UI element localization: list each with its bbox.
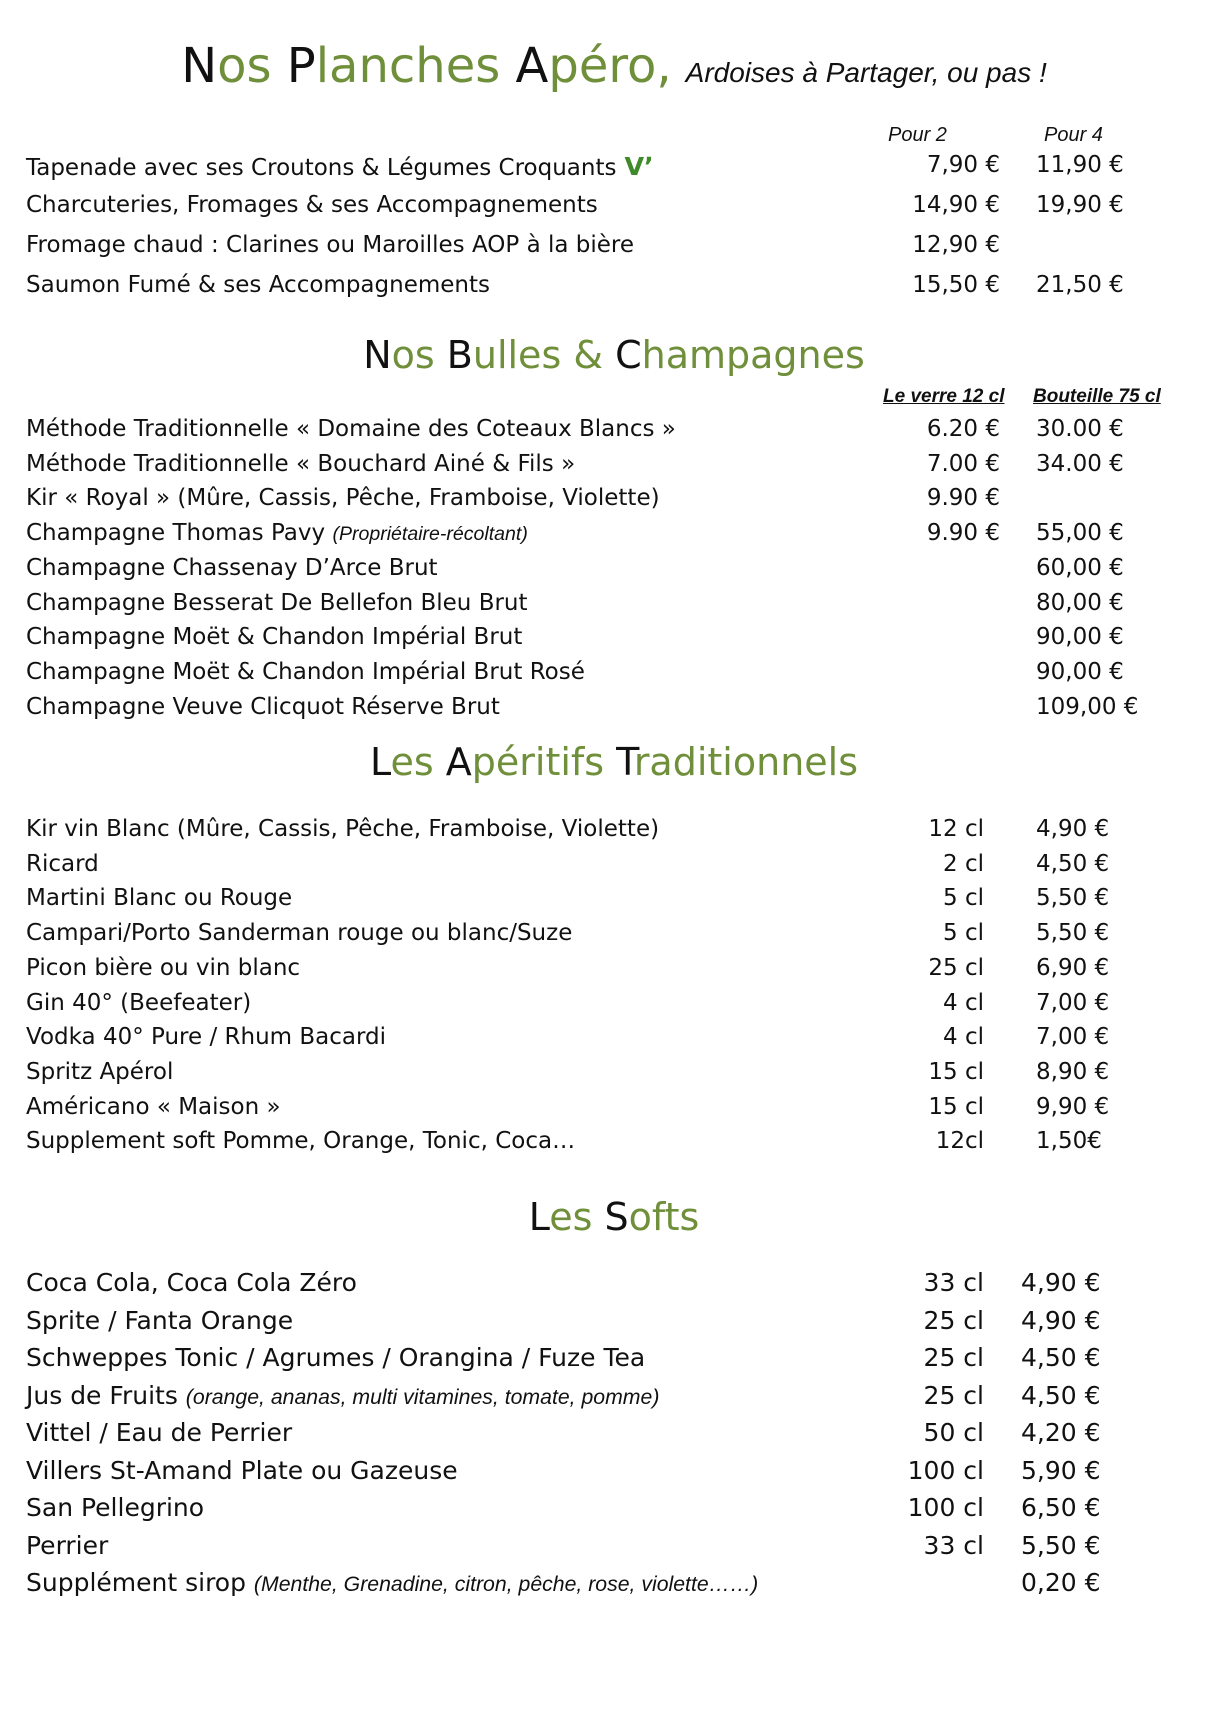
item-col1: 6.20 € [926,416,1000,442]
softs-item [26,1268,1206,1302]
item-name: Vodka 40° Pure / Rhum Bacardi [26,1024,387,1051]
item-name: Kir « Royal » (Mûre, Cassis, Pêche, Framboise, Violette) [26,485,660,512]
item-col1: 5 cl [943,920,984,947]
bulles-item [26,590,1206,624]
item-name: Méthode Traditionnelle « Bouchard Ainé & Fils » [26,450,576,477]
item-col1: 14,90 € [912,192,1000,218]
item-price: 90,00 € [1036,624,1124,651]
item-name: Jus de Fruits (orange, ananas, multi vitamines, tomate, pomme) [26,1380,660,1410]
item-col1: 15,50 € [912,272,1000,298]
item-price: 4,20 € [1021,1418,1101,1447]
item-price: 0,20 € [1021,1568,1101,1597]
bulles-item [26,485,1206,519]
bulles-item [26,659,1206,693]
softs-item [26,1493,1206,1527]
bulles-item [26,555,1206,589]
item-price: 34.00 € [1036,450,1124,477]
section-title-aperitifs: Les Apéritifs Traditionnels [369,740,859,784]
item-name: Campari/Porto Sanderman rouge ou blanc/Suze [26,920,573,947]
bulles-item [26,624,1206,658]
bulles-item [26,694,1206,728]
aperitifs-item [26,1128,1206,1162]
item-col1: 9.90 € [926,520,1000,547]
section-title-bulles: Nos Bulles & Champagnes [363,333,865,377]
item-col1: 4 cl [943,1024,984,1051]
item-price: 5,50 € [1036,920,1110,947]
aperitifs-item [26,990,1206,1024]
item-name: Picon bière ou vin blanc [26,954,301,981]
item-name: Charcuteries, Fromages & ses Accompagnements [26,192,598,218]
item-price: 4,50 € [1021,1380,1101,1410]
item-col1: 25 cl [923,1380,984,1410]
item-price: 8,90 € [1036,1058,1110,1085]
item-name: Martini Blanc ou Rouge [26,885,293,912]
item-name: Champagne Thomas Pavy (Propriétaire-récoltant) [26,520,528,547]
item-price: 19,90 € [1036,192,1124,218]
item-name: Villers St-Amand Plate ou Gazeuse [26,1455,458,1485]
item-price: 9,90 € [1036,1093,1110,1120]
item-col1: 12cl [935,1128,984,1155]
item-name: Fromage chaud : Clarines ou Maroilles AOP à la bière [26,232,635,258]
item-name: Sprite / Fanta Orange [26,1305,294,1335]
item-col1: 33 cl [923,1268,984,1297]
bulles-item [26,451,1206,485]
item-price: 5,50 € [1036,885,1110,912]
bulles-item [26,520,1206,554]
bulles-item [26,416,1206,450]
softs-item [26,1381,1206,1415]
planches-item [26,152,1206,186]
aperitifs-item [26,955,1206,989]
aperitifs-item [26,851,1206,885]
item-note: (Menthe, Grenadine, citron, pêche, rose, violette……) [253,1572,759,1596]
item-name: Saumon Fumé & ses Accompagnements [26,272,490,298]
tagline: Ardoises à Partager, ou pas ! [685,57,1047,88]
column-header-pour-4: Pour 4 [1044,124,1103,146]
column-header-pour-2: Pour 2 [888,124,947,146]
item-price: 109,00 € [1036,693,1139,720]
column-header-bouteille: Bouteille 75 cl [1033,386,1161,407]
section-title-softs: Les Softs [528,1195,700,1239]
planches-item [26,272,1206,306]
item-price: 11,90 € [1036,152,1124,178]
item-col1: 15 cl [928,1058,984,1085]
vegetarian-leaf-icon: Vʼ [624,152,654,181]
item-col1: 15 cl [928,1093,984,1120]
item-col1: 12,90 € [912,232,1000,258]
item-col1: 50 cl [923,1418,984,1447]
item-name: Spritz Apérol [26,1058,174,1085]
softs-item [26,1456,1206,1490]
item-price: 6,50 € [1021,1493,1101,1522]
item-col1: 7.00 € [926,450,1000,477]
item-col1: 100 cl [907,1493,984,1522]
item-name: Vittel / Eau de Perrier [26,1418,293,1447]
item-price: 4,50 € [1036,850,1110,877]
item-note: (Propriétaire-récoltant) [332,523,528,546]
item-price: 1,50€ [1036,1128,1102,1155]
item-name: Américano « Maison » [26,1093,281,1120]
item-name: Coca Cola, Coca Cola Zéro [26,1268,357,1297]
item-col1: 2 cl [943,850,984,877]
softs-item [26,1531,1206,1565]
item-name: Supplement soft Pomme, Orange, Tonic, Coca… [26,1128,576,1155]
item-col1: 12 cl [928,816,984,842]
aperitifs-item [26,816,1206,850]
item-price: 5,90 € [1021,1455,1101,1485]
item-name: Champagne Besserat De Bellefon Bleu Brut [26,589,528,616]
item-col1: 5 cl [943,885,984,912]
item-name: Kir vin Blanc (Mûre, Cassis, Pêche, Framboise, Violette) [26,816,660,842]
item-price: 55,00 € [1036,520,1124,547]
aperitifs-item [26,920,1206,954]
item-price: 4,90 € [1021,1268,1101,1297]
item-name: Supplément sirop (Menthe, Grenadine, citron, pêche, rose, violette……) [26,1568,759,1597]
item-name: Champagne Chassenay D’Arce Brut [26,554,438,581]
item-name: Méthode Traditionnelle « Domaine des Coteaux Blancs » [26,416,676,442]
item-price: 7,00 € [1036,989,1110,1016]
item-name: San Pellegrino [26,1493,205,1522]
item-price: 30.00 € [1036,416,1124,442]
softs-item [26,1343,1206,1377]
softs-item [26,1306,1206,1340]
item-col1: 4 cl [943,989,984,1016]
item-col1: 25 cl [923,1343,984,1372]
page-title: Nos Planches Apéro, Ardoises à Partager, ou pas ! [181,38,1047,94]
item-price: 90,00 € [1036,658,1124,685]
item-col1: 7,90 € [926,152,1000,178]
aperitifs-item [26,1024,1206,1058]
item-price: 5,50 € [1021,1530,1101,1560]
planches-item [26,232,1206,266]
aperitifs-item [26,1059,1206,1093]
item-price: 80,00 € [1036,589,1124,616]
item-name: Ricard [26,850,99,877]
item-note: (orange, ananas, multi vitamines, tomate, pomme) [185,1384,660,1409]
softs-item [26,1418,1206,1452]
item-price: 4,50 € [1021,1343,1101,1372]
item-name: Champagne Moët & Chandon Impérial Brut Rosé [26,658,585,685]
item-col1: 25 cl [928,954,984,981]
aperitifs-item [26,1094,1206,1128]
item-name: Perrier [26,1530,109,1560]
item-col1: 25 cl [923,1305,984,1335]
softs-item [26,1568,1206,1602]
item-name: Gin 40° (Beefeater) [26,989,252,1016]
item-col1: 100 cl [907,1455,984,1485]
item-price: 6,90 € [1036,954,1110,981]
item-name: Champagne Moët & Chandon Impérial Brut [26,624,523,651]
item-price: 7,00 € [1036,1024,1110,1051]
item-name: Champagne Veuve Clicquot Réserve Brut [26,693,500,720]
item-price: 21,50 € [1036,272,1124,298]
item-price: 4,90 € [1036,816,1110,842]
item-col1: 9.90 € [926,485,1000,512]
item-name: Schweppes Tonic / Agrumes / Orangina / Fuze Tea [26,1343,646,1372]
item-col1: 33 cl [923,1530,984,1560]
item-name: Tapenade avec ses Croutons & Légumes Croquants Vʼ [26,152,654,181]
column-header-verre: Le verre 12 cl [883,386,1005,407]
item-price: 60,00 € [1036,554,1124,581]
planches-item [26,192,1206,226]
item-price: 4,90 € [1021,1305,1101,1335]
aperitifs-item [26,885,1206,919]
